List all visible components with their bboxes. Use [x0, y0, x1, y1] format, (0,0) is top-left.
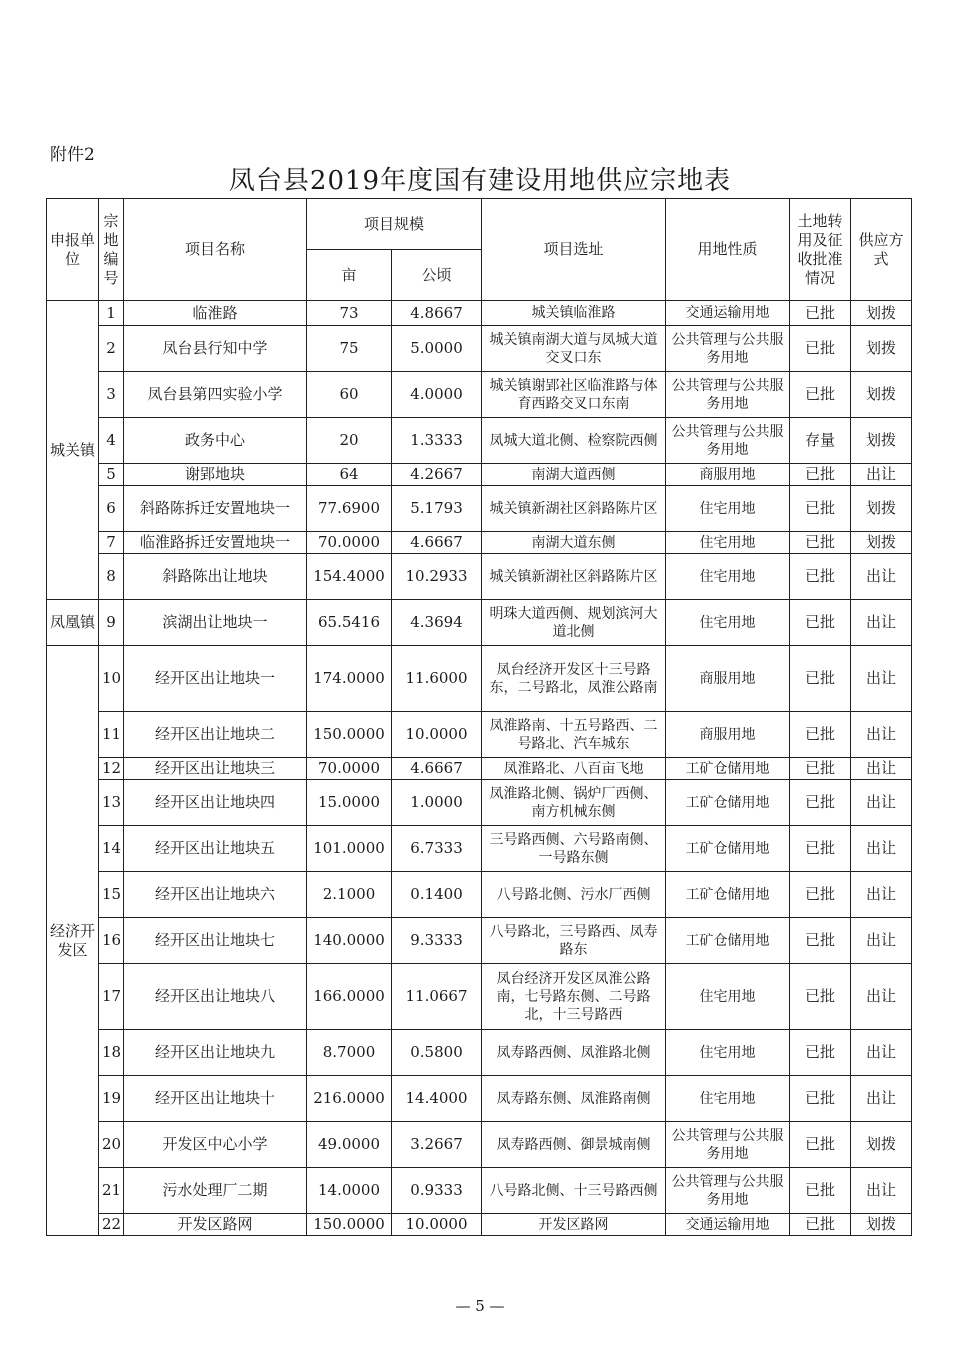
land-use-cell: 公共管理与公共服务用地 — [666, 372, 790, 418]
mu-cell: 8.7000 — [307, 1030, 392, 1076]
supply-cell: 出让 — [851, 964, 912, 1030]
land-use-cell: 公共管理与公共服务用地 — [666, 1168, 790, 1214]
supply-cell: 划拨 — [851, 326, 912, 372]
land-use-cell: 工矿仓储用地 — [666, 872, 790, 918]
page-number: — 5 — — [455, 1297, 505, 1315]
name-cell: 凤台县第四实验小学 — [124, 372, 307, 418]
supply-cell: 出让 — [851, 1168, 912, 1214]
no-cell: 3 — [99, 372, 124, 418]
ha-cell: 10.0000 — [392, 1214, 482, 1236]
no-cell: 22 — [99, 1214, 124, 1236]
no-cell: 21 — [99, 1168, 124, 1214]
unit-cell: 城关镇 — [47, 301, 99, 600]
no-cell: 13 — [99, 780, 124, 826]
mu-cell: 14.0000 — [307, 1168, 392, 1214]
table-row — [47, 1030, 912, 1076]
header-scale: 项目规模 — [307, 199, 482, 250]
supply-cell: 出让 — [851, 758, 912, 780]
supply-cell: 出让 — [851, 1076, 912, 1122]
land-use-cell: 工矿仓储用地 — [666, 826, 790, 872]
location-cell: 八号路北侧、十三号路西侧 — [482, 1168, 666, 1214]
header-ha: 公顷 — [392, 250, 482, 301]
land-use-cell: 商服用地 — [666, 646, 790, 712]
land-use-cell: 商服用地 — [666, 712, 790, 758]
table-row — [47, 554, 912, 600]
ha-cell: 10.2933 — [392, 554, 482, 600]
location-cell: 城关镇谢郢社区临淮路与体育西路交叉口东南 — [482, 372, 666, 418]
name-cell: 经开区出让地块九 — [124, 1030, 307, 1076]
table-row — [47, 712, 912, 758]
approval-cell: 已批 — [790, 532, 851, 554]
location-cell: 城关镇新湖社区斜路陈片区 — [482, 554, 666, 600]
supply-cell: 出让 — [851, 1030, 912, 1076]
supply-cell: 出让 — [851, 600, 912, 646]
no-cell: 5 — [99, 464, 124, 486]
header-location: 项目选址 — [482, 199, 666, 301]
mu-cell: 216.0000 — [307, 1076, 392, 1122]
ha-cell: 4.6667 — [392, 758, 482, 780]
table-row — [47, 1168, 912, 1214]
name-cell: 临淮路拆迁安置地块一 — [124, 532, 307, 554]
table-row — [47, 872, 912, 918]
header-name: 项目名称 — [124, 199, 307, 301]
no-cell: 15 — [99, 872, 124, 918]
ha-cell: 4.3694 — [392, 600, 482, 646]
no-cell: 12 — [99, 758, 124, 780]
name-cell: 经开区出让地块二 — [124, 712, 307, 758]
supply-cell: 划拨 — [851, 418, 912, 464]
ha-cell: 4.8667 — [392, 301, 482, 326]
approval-cell: 已批 — [790, 646, 851, 712]
approval-cell: 已批 — [790, 758, 851, 780]
land-use-cell: 交通运输用地 — [666, 1214, 790, 1236]
supply-cell: 划拨 — [851, 1214, 912, 1236]
mu-cell: 65.5416 — [307, 600, 392, 646]
table-row — [47, 1076, 912, 1122]
mu-cell: 77.6900 — [307, 486, 392, 532]
approval-cell: 已批 — [790, 1076, 851, 1122]
name-cell: 污水处理厂二期 — [124, 1168, 307, 1214]
approval-cell: 已批 — [790, 372, 851, 418]
no-cell: 19 — [99, 1076, 124, 1122]
table-row — [47, 418, 912, 464]
land-use-cell: 住宅用地 — [666, 486, 790, 532]
supply-cell: 出让 — [851, 554, 912, 600]
location-cell: 城关镇南湖大道与凤城大道交叉口东 — [482, 326, 666, 372]
approval-cell: 已批 — [790, 1168, 851, 1214]
land-use-cell: 住宅用地 — [666, 1030, 790, 1076]
approval-cell: 已批 — [790, 826, 851, 872]
name-cell: 斜路陈拆迁安置地块一 — [124, 486, 307, 532]
mu-cell: 49.0000 — [307, 1122, 392, 1168]
approval-cell: 已批 — [790, 712, 851, 758]
land-use-cell: 住宅用地 — [666, 532, 790, 554]
approval-cell: 已批 — [790, 600, 851, 646]
ha-cell: 5.1793 — [392, 486, 482, 532]
location-cell: 凤台经济开发区凤淮公路南，七号路东侧、二号路北，十三号路西 — [482, 964, 666, 1030]
name-cell: 斜路陈出让地块 — [124, 554, 307, 600]
land-use-cell: 工矿仓储用地 — [666, 758, 790, 780]
ha-cell: 4.0000 — [392, 372, 482, 418]
land-use-cell: 住宅用地 — [666, 600, 790, 646]
header-unit: 申报单位 — [47, 199, 99, 301]
name-cell: 经开区出让地块一 — [124, 646, 307, 712]
supply-cell: 出让 — [851, 646, 912, 712]
name-cell: 经开区出让地块三 — [124, 758, 307, 780]
location-cell: 城关镇新湖社区斜路陈片区 — [482, 486, 666, 532]
name-cell: 经开区出让地块四 — [124, 780, 307, 826]
no-cell: 18 — [99, 1030, 124, 1076]
no-cell: 16 — [99, 918, 124, 964]
table-row — [47, 464, 912, 486]
no-cell: 7 — [99, 532, 124, 554]
approval-cell: 已批 — [790, 486, 851, 532]
ha-cell: 5.0000 — [392, 326, 482, 372]
land-use-cell: 公共管理与公共服务用地 — [666, 418, 790, 464]
ha-cell: 11.6000 — [392, 646, 482, 712]
ha-cell: 10.0000 — [392, 712, 482, 758]
ha-cell: 1.0000 — [392, 780, 482, 826]
header-approval: 土地转用及征收批准情况 — [790, 199, 851, 301]
mu-cell: 174.0000 — [307, 646, 392, 712]
page-title: 凤台县2019年度国有建设用地供应宗地表 — [228, 166, 732, 196]
location-cell: 凤淮路北侧、锅炉厂西侧、南方机械东侧 — [482, 780, 666, 826]
no-cell: 20 — [99, 1122, 124, 1168]
land-use-cell: 公共管理与公共服务用地 — [666, 326, 790, 372]
supply-cell: 出让 — [851, 918, 912, 964]
name-cell: 开发区中心小学 — [124, 1122, 307, 1168]
table-row — [47, 486, 912, 532]
no-cell: 11 — [99, 712, 124, 758]
ha-cell: 4.6667 — [392, 532, 482, 554]
location-cell: 八号路北，三号路西、凤寿路东 — [482, 918, 666, 964]
location-cell: 凤寿路东侧、凤淮路南侧 — [482, 1076, 666, 1122]
no-cell: 6 — [99, 486, 124, 532]
approval-cell: 已批 — [790, 301, 851, 326]
location-cell: 凤寿路西侧、凤淮路北侧 — [482, 1030, 666, 1076]
mu-cell: 75 — [307, 326, 392, 372]
supply-cell: 出让 — [851, 464, 912, 486]
ha-cell: 14.4000 — [392, 1076, 482, 1122]
table-row — [47, 780, 912, 826]
approval-cell: 已批 — [790, 964, 851, 1030]
land-use-cell: 工矿仓储用地 — [666, 918, 790, 964]
land-supply-table — [46, 198, 912, 1236]
header-land-use: 用地性质 — [666, 199, 790, 301]
location-cell: 明珠大道西侧、规划滨河大道北侧 — [482, 600, 666, 646]
supply-cell: 出让 — [851, 780, 912, 826]
approval-cell: 已批 — [790, 1030, 851, 1076]
mu-cell: 150.0000 — [307, 712, 392, 758]
no-cell: 2 — [99, 326, 124, 372]
name-cell: 凤台县行知中学 — [124, 326, 307, 372]
mu-cell: 64 — [307, 464, 392, 486]
supply-cell: 划拨 — [851, 301, 912, 326]
no-cell: 1 — [99, 301, 124, 326]
approval-cell: 存量 — [790, 418, 851, 464]
mu-cell: 73 — [307, 301, 392, 326]
land-use-cell: 交通运输用地 — [666, 301, 790, 326]
no-cell: 4 — [99, 418, 124, 464]
location-cell: 凤淮路南、十五号路西、二号路北、汽车城东 — [482, 712, 666, 758]
ha-cell: 9.3333 — [392, 918, 482, 964]
name-cell: 经开区出让地块八 — [124, 964, 307, 1030]
approval-cell: 已批 — [790, 1122, 851, 1168]
ha-cell: 0.5800 — [392, 1030, 482, 1076]
table-row — [47, 532, 912, 554]
table-row — [47, 646, 912, 712]
supply-cell: 划拨 — [851, 486, 912, 532]
name-cell: 经开区出让地块五 — [124, 826, 307, 872]
table-row — [47, 301, 912, 326]
mu-cell: 70.0000 — [307, 532, 392, 554]
name-cell: 经开区出让地块七 — [124, 918, 307, 964]
table-row — [47, 372, 912, 418]
approval-cell: 已批 — [790, 326, 851, 372]
name-cell: 开发区路网 — [124, 1214, 307, 1236]
mu-cell: 154.4000 — [307, 554, 392, 600]
mu-cell: 101.0000 — [307, 826, 392, 872]
approval-cell: 已批 — [790, 464, 851, 486]
mu-cell: 60 — [307, 372, 392, 418]
mu-cell: 15.0000 — [307, 780, 392, 826]
name-cell: 经开区出让地块十 — [124, 1076, 307, 1122]
location-cell: 城关镇临淮路 — [482, 301, 666, 326]
mu-cell: 2.1000 — [307, 872, 392, 918]
no-cell: 8 — [99, 554, 124, 600]
name-cell: 政务中心 — [124, 418, 307, 464]
location-cell: 凤淮路北、八百亩飞地 — [482, 758, 666, 780]
header-supply: 供应方式 — [851, 199, 912, 301]
attachment-label: 附件2 — [50, 145, 95, 165]
table-row — [47, 326, 912, 372]
land-use-cell: 住宅用地 — [666, 1076, 790, 1122]
approval-cell: 已批 — [790, 780, 851, 826]
location-cell: 南湖大道东侧 — [482, 532, 666, 554]
unit-cell: 凤凰镇 — [47, 600, 99, 646]
header-no: 宗地编号 — [99, 199, 124, 301]
header-mu: 亩 — [307, 250, 392, 301]
location-cell: 南湖大道西侧 — [482, 464, 666, 486]
land-use-cell: 工矿仓储用地 — [666, 780, 790, 826]
mu-cell: 150.0000 — [307, 1214, 392, 1236]
land-use-cell: 住宅用地 — [666, 554, 790, 600]
table-row — [47, 918, 912, 964]
mu-cell: 70.0000 — [307, 758, 392, 780]
table-row — [47, 600, 912, 646]
approval-cell: 已批 — [790, 1214, 851, 1236]
ha-cell: 4.2667 — [392, 464, 482, 486]
location-cell: 凤台经济开发区十三号路东，二号路北，凤淮公路南 — [482, 646, 666, 712]
location-cell: 凤寿路西侧、御景城南侧 — [482, 1122, 666, 1168]
table-row — [47, 758, 912, 780]
ha-cell: 0.9333 — [392, 1168, 482, 1214]
unit-cell: 经济开发区 — [47, 646, 99, 1236]
ha-cell: 0.1400 — [392, 872, 482, 918]
no-cell: 14 — [99, 826, 124, 872]
name-cell: 临淮路 — [124, 301, 307, 326]
supply-cell: 划拨 — [851, 1122, 912, 1168]
mu-cell: 20 — [307, 418, 392, 464]
supply-cell: 出让 — [851, 872, 912, 918]
approval-cell: 已批 — [790, 554, 851, 600]
table-row — [47, 964, 912, 1030]
name-cell: 滨湖出让地块一 — [124, 600, 307, 646]
approval-cell: 已批 — [790, 872, 851, 918]
location-cell: 三号路西侧、六号路南侧、一号路东侧 — [482, 826, 666, 872]
land-use-cell: 公共管理与公共服务用地 — [666, 1122, 790, 1168]
mu-cell: 140.0000 — [307, 918, 392, 964]
name-cell: 谢郢地块 — [124, 464, 307, 486]
supply-cell: 出让 — [851, 826, 912, 872]
name-cell: 经开区出让地块六 — [124, 872, 307, 918]
land-use-cell: 商服用地 — [666, 464, 790, 486]
table-row — [47, 1122, 912, 1168]
location-cell: 凤城大道北侧、检察院西侧 — [482, 418, 666, 464]
no-cell: 17 — [99, 964, 124, 1030]
ha-cell: 3.2667 — [392, 1122, 482, 1168]
location-cell: 八号路北侧、污水厂西侧 — [482, 872, 666, 918]
table-row — [47, 826, 912, 872]
ha-cell: 1.3333 — [392, 418, 482, 464]
ha-cell: 11.0667 — [392, 964, 482, 1030]
table-row — [47, 1214, 912, 1236]
no-cell: 10 — [99, 646, 124, 712]
supply-cell: 划拨 — [851, 532, 912, 554]
approval-cell: 已批 — [790, 918, 851, 964]
ha-cell: 6.7333 — [392, 826, 482, 872]
supply-cell: 划拨 — [851, 372, 912, 418]
location-cell: 开发区路网 — [482, 1214, 666, 1236]
no-cell: 9 — [99, 600, 124, 646]
land-use-cell: 住宅用地 — [666, 964, 790, 1030]
supply-cell: 出让 — [851, 712, 912, 758]
mu-cell: 166.0000 — [307, 964, 392, 1030]
